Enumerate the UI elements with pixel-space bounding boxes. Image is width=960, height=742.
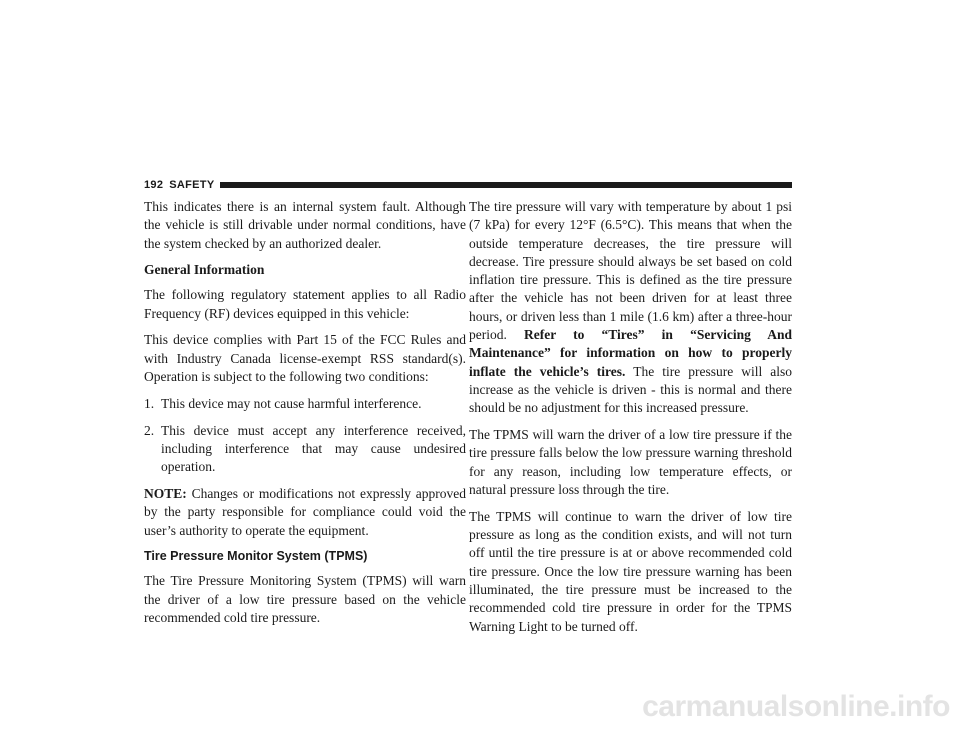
list-item	[144, 422, 466, 477]
list-item-text: This device may not cause harmful interference.	[161, 395, 422, 411]
page-number: 192	[144, 179, 164, 191]
note-label: NOTE:	[144, 486, 187, 502]
page-header	[144, 178, 792, 192]
temperature-paragraph	[469, 198, 792, 418]
list-item-text: This device must accept any interference received, including interference that may cause undesired operation.	[161, 422, 466, 475]
section-title: SAFETY	[169, 179, 215, 191]
watermark-text: carmanualsonline.info	[642, 690, 950, 723]
right-column	[469, 198, 792, 644]
tires-reference: Refer to “Tires” in “Servicing And Maintenance” for information on how to properly inflate the vehicle’s tires.	[469, 327, 792, 379]
header-rule	[220, 182, 792, 188]
list-item	[144, 395, 466, 413]
fault-paragraph: This indicates there is an internal system fault. Although the vehicle is still drivable under normal conditions, have the system checked by an authorized dealer.	[144, 199, 466, 251]
temperature-text-end: The tire pressure will also increase as the vehicle is driven - this is normal and there should be no adjustment for this increased pressure.	[469, 363, 793, 416]
fcc-compliance-paragraph: This device complies with Part 15 of the FCC Rules and with Industry Canada license-exempt RSS standard(s). Operation is subject to the following two conditions:	[144, 332, 466, 385]
temperature-text: The tire pressure will vary with temperature by about 1 psi (7 kPa) for every 12°F (6.5°C). This means that when the outside temperature decreases, the tire pressure will decrease. Tire pressure should always be set based on cold inflation tire pressure. This is defined as the tire pressure after the vehicle has not been driven for at least three hours, or driven less than 1 mile (1.6 km) after a three-hour period.	[469, 199, 792, 343]
list-item-number: 1.	[144, 395, 155, 411]
regulatory-intro-paragraph: The following regulatory statement applies to all Radio Frequency (RF) devices equipped in this vehicle:	[144, 287, 466, 321]
note-paragraph	[144, 485, 466, 540]
list-item-number: 2.	[144, 422, 155, 438]
note-text: Changes or modifications not expressly approved by the party responsible for compliance could void the user’s authority to operate the equipment.	[144, 486, 466, 538]
tpms-heading: Tire Pressure Monitor System (TPMS)	[144, 549, 368, 564]
tpms-intro-paragraph: The Tire Pressure Monitoring System (TPMS) will warn the driver of a low tire pressure based on the vehicle recommended cold tire pressure.	[144, 573, 466, 626]
left-column	[144, 198, 466, 636]
general-information-heading: General Information	[144, 262, 265, 278]
low-pressure-warning-paragraph: The TPMS will warn the driver of a low tire pressure if the tire pressure falls below the low pressure warning threshold for any reason, including low temperature effects, or natural pressure loss through the tire.	[469, 427, 792, 497]
continue-warning-paragraph: The TPMS will continue to warn the driver of low tire pressure as long as the condition exists, and will not turn off until the tire pressure is at or above recommended cold tire pressure. Once the low tire pressure warning has been illuminated, the tire pressure must be increased to the recommended cold tire pressure in order for the TPMS Warning Light to be turned off.	[469, 508, 792, 634]
